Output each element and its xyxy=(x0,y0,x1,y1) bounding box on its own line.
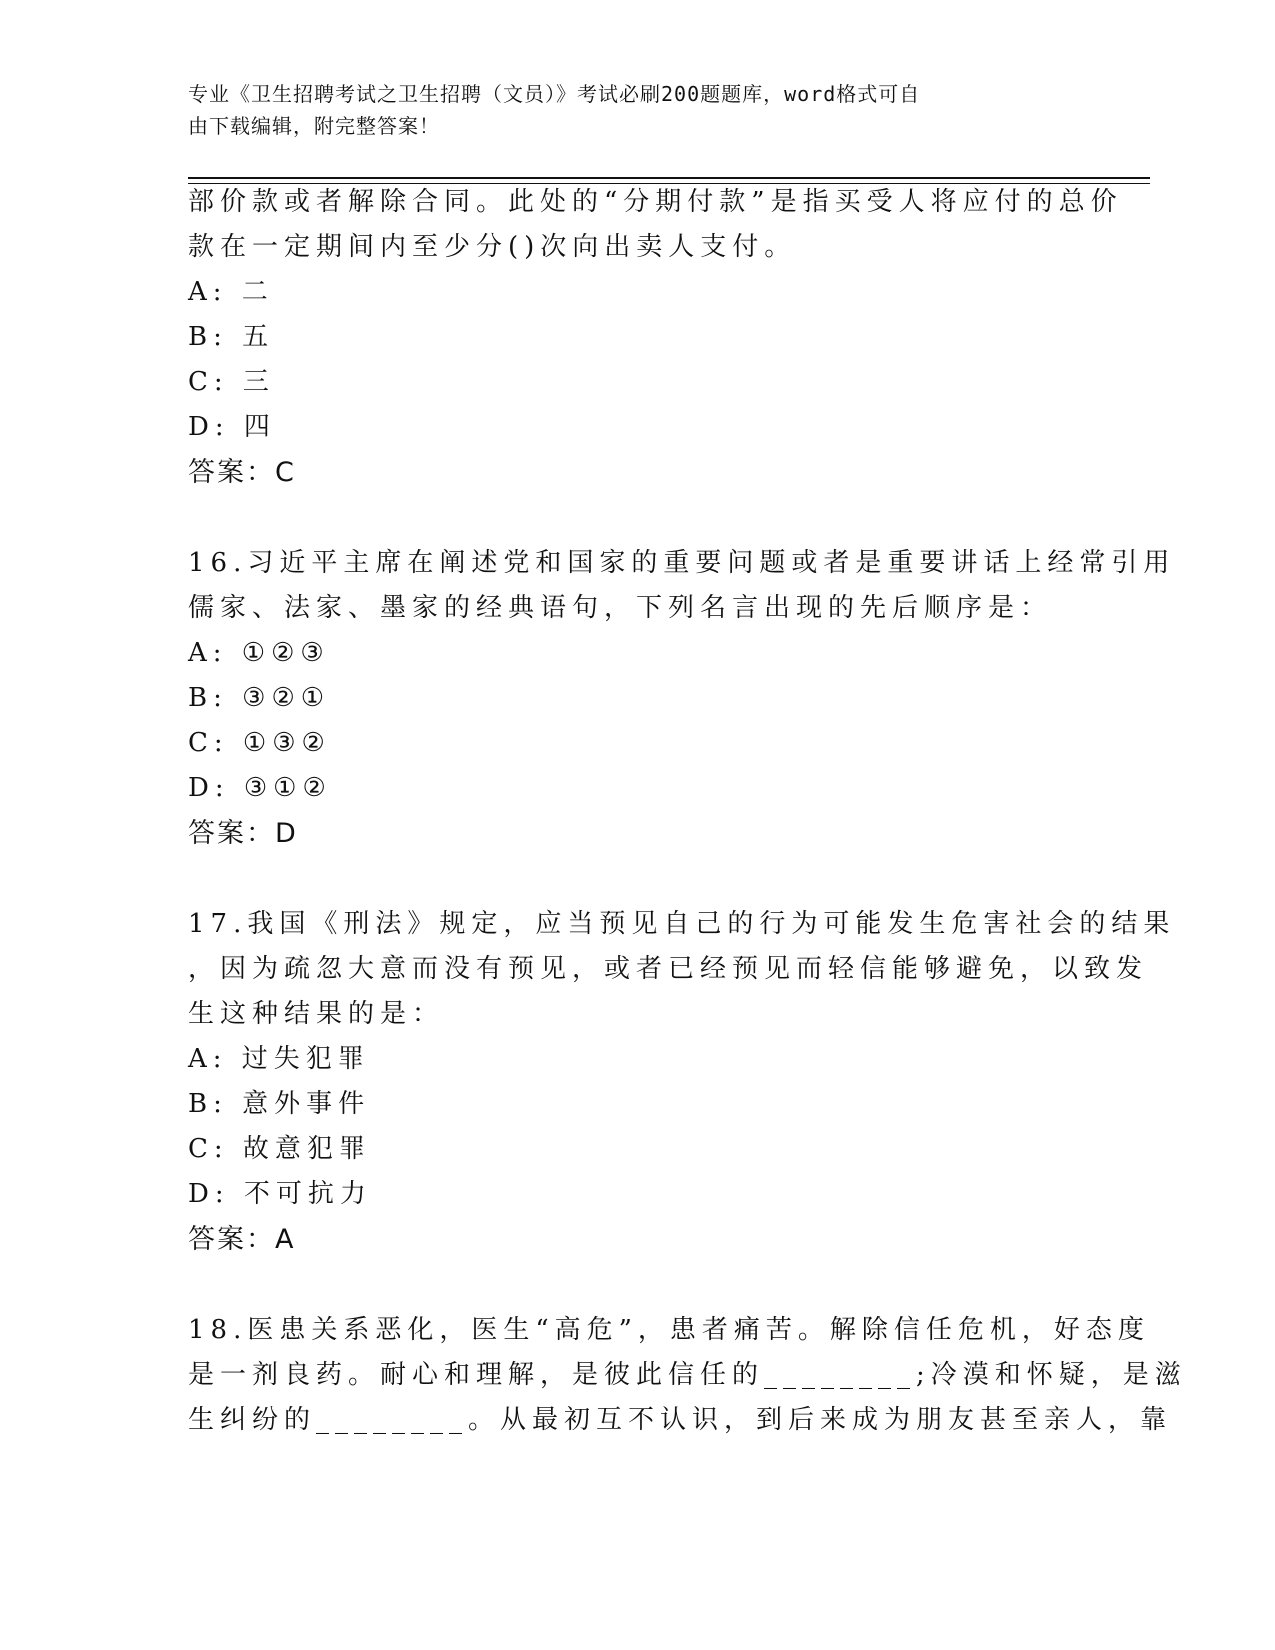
option-a: A: 二 xyxy=(188,277,274,307)
option-d: D: 不可抗力 xyxy=(188,1179,372,1209)
option-b: B: 五 xyxy=(188,322,275,352)
option-c: C: ①③② xyxy=(188,728,331,758)
question-15 xyxy=(188,180,1187,1443)
option-b: B: ③②① xyxy=(188,683,331,713)
question-line: 16.习近平主席在阐述党和国家的重要问题或者是重要讲话上经常引用 xyxy=(188,548,1176,578)
option-d: D: ③①② xyxy=(188,773,332,803)
header-line-1: 专业《卫生招聘考试之卫生招聘（文员）》考试必刷200题题库，word格式可自 xyxy=(188,82,921,106)
answer-label: 答案：A xyxy=(188,1224,296,1255)
question-line: 生纠纷的________。从最初互不认识，到后来成为朋友甚至亲人，靠 xyxy=(188,1405,1173,1435)
question-line: 是一剂良药。耐心和理解，是彼此信任的________;冷漠和怀疑，是滋 xyxy=(188,1360,1187,1390)
question-line: 款在一定期间内至少分()次向出卖人支付。 xyxy=(188,232,797,262)
header-line-2: 由下载编辑，附完整答案！ xyxy=(188,114,440,138)
option-b: B: 意外事件 xyxy=(188,1089,371,1119)
question-line: 18.医患关系恶化，医生“高危”，患者痛苦。解除信任危机，好态度 xyxy=(188,1315,1150,1345)
question-line: ，因为疏忽大意而没有预见，或者已经预见而轻信能够避免，以致发 xyxy=(188,954,1149,984)
question-line: 部价款或者解除合同。此处的“分期付款”是指买受人将应付的总价 xyxy=(188,187,1123,217)
answer-label: 答案：C xyxy=(188,457,296,488)
question-line: 17.我国《刑法》规定，应当预见自己的行为可能发生危害社会的结果 xyxy=(188,909,1176,939)
option-c: C: 三 xyxy=(188,367,275,397)
option-d: D: 四 xyxy=(188,412,276,442)
option-a: A: 过失犯罪 xyxy=(188,1044,370,1074)
document-header xyxy=(188,78,1068,142)
option-a: A: ①②③ xyxy=(188,638,330,668)
question-line: 儒家、法家、墨家的经典语句，下列名言出现的先后顺序是： xyxy=(188,593,1053,623)
header-rule-thick xyxy=(188,177,1150,179)
answer-label: 答案：D xyxy=(188,818,298,849)
question-line: 生这种结果的是： xyxy=(188,999,445,1029)
option-c: C: 故意犯罪 xyxy=(188,1134,371,1164)
